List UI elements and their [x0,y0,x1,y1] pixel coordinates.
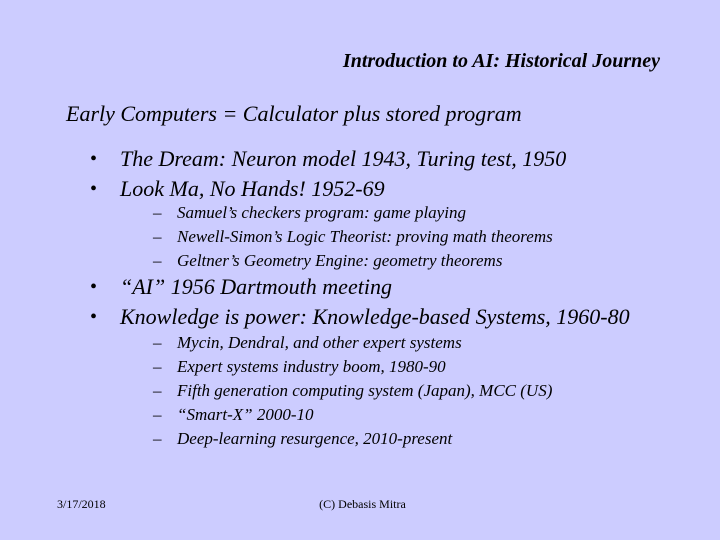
bullet-text: “AI” 1956 Dartmouth meeting [120,274,392,299]
bullet-text: Look Ma, No Hands! 1952-69 [120,176,385,201]
bullet-group-2 [0,272,720,332]
subitem [0,379,720,403]
bullet-icon: • [90,276,98,298]
bullet-item [0,272,720,302]
dash-icon: – [153,333,162,352]
dash-icon: – [153,227,162,246]
bullet-item [0,174,720,204]
subitem [0,201,720,225]
bullet-item [0,302,720,332]
bullet-item [0,144,720,174]
bullet-icon: • [90,178,98,200]
subitem [0,403,720,427]
subitem-text: Newell-Simon’s Logic Theorist: proving math theorems [177,227,553,246]
subitem-text: Expert systems industry boom, 1980-90 [177,357,446,376]
dash-icon: – [153,405,162,424]
subitem-text: “Smart-X” 2000-10 [177,405,314,424]
subitem [0,355,720,379]
footer-date: 3/17/2018 [57,497,106,511]
bullet-text: Knowledge is power: Knowledge-based Systems, 1960-80 [120,304,630,329]
dash-icon: – [153,251,162,270]
bullet-group-1 [0,144,720,204]
dash-icon: – [153,203,162,222]
bullet-text: The Dream: Neuron model 1943, Turing test, 1950 [120,146,567,171]
subitem-text: Deep-learning resurgence, 2010-present [177,429,453,448]
subitem-text: Geltner’s Geometry Engine: geometry theorems [177,251,503,270]
subitem [0,225,720,249]
subitem-group-1 [0,201,720,273]
subitem [0,331,720,355]
slide-subtitle: Early Computers = Calculator plus stored program [66,101,522,126]
subitem-text: Fifth generation computing system (Japan), MCC (US) [177,381,553,400]
footer-author: (C) Debasis Mitra [319,497,406,511]
bullet-icon: • [90,148,98,170]
subitem-text: Mycin, Dendral, and other expert systems [177,333,462,352]
dash-icon: – [153,429,162,448]
subitem-group-2 [0,331,720,451]
dash-icon: – [153,381,162,400]
bullet-icon: • [90,306,98,328]
slide-title: Introduction to AI: Historical Journey [342,50,660,72]
subitem [0,249,720,273]
dash-icon: – [153,357,162,376]
subitem [0,427,720,451]
subitem-text: Samuel’s checkers program: game playing [177,203,466,222]
